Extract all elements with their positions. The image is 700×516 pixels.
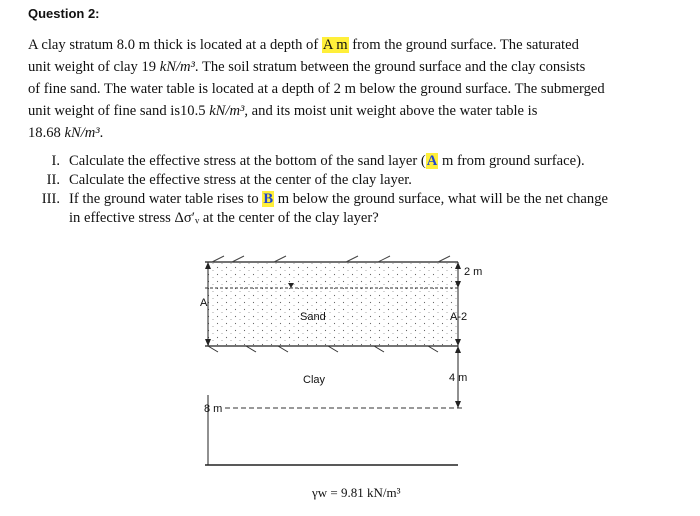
para-line-4: unit weight of fine sand is10.5 kN/m³, and its moist unit weight above the water table is [28, 103, 538, 119]
para-line-3: of fine sand. The water table is located at a depth of 2 m below the ground surface. The submerged [28, 81, 605, 97]
label-sand: Sand [300, 311, 326, 323]
clay-hatch [208, 346, 438, 352]
para-line-2: unit weight of clay 19 kN/m³. The soil stratum between the ground surface and the clay consists [28, 59, 586, 75]
gamma-w-label: γw = 9.81 kN/m³ [312, 485, 401, 500]
sand-layer [205, 262, 458, 346]
question-title: Question 2: [28, 6, 100, 21]
label-8m: 8 m [204, 403, 223, 415]
para-line-1: A clay stratum 8.0 m thick is located at a depth of A m from the ground surface. The saturated [28, 37, 579, 53]
label-4m: 4 m [449, 372, 468, 384]
label-clay: Clay [303, 374, 326, 386]
label-2m: 2 m [464, 266, 483, 278]
ground-hatch [212, 256, 450, 262]
para-line-5: 18.68 kN/m³. [28, 125, 104, 141]
highlight-A: A m [322, 37, 348, 53]
label-A2: A-2 [450, 311, 468, 323]
label-A: A [200, 297, 208, 309]
item-3: III. If the ground water table rises to B m below the ground surface, what will be the net change in effective stress Δσ′ᵥ at the center of the clay layer? [41, 191, 608, 226]
